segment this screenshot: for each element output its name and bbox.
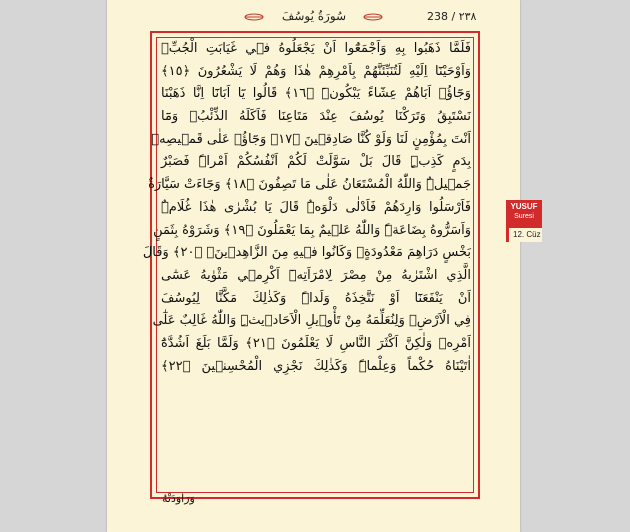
verse-line: اَمْرِه۪ وَلٰكِنَّ اَكْثَرَ النَّاسِ لَا يَعْلَمُونَ ﴿٢١﴾ وَلَمَّا بَلَغَ اَشُدَّهُٓ xyxy=(161,335,471,351)
verse-line: الَّذِي اشْتَرٰيهُ مِنْ مِصْرَ لِامْرَاَتِه۪ٓ اَكْرِم۪ي مَثْوٰيهُ عَسٰٓى xyxy=(161,267,471,283)
mushaf-page xyxy=(107,0,520,532)
catchword: وَرَاوَدَتْهُ xyxy=(162,492,195,505)
ornament-right-icon xyxy=(363,13,383,21)
verse-line: اَنْتَ بِمُؤْمِنٍ لَنَا وَلَوْ كُنَّا صَادِق۪ينَ ﴿١٧﴾ وَجَٓاؤُ۫ عَلٰى قَم۪يصِه۪ xyxy=(151,131,471,147)
verse-line: جَم۪يلٌۜ وَاللّٰهُ الْمُسْتَعَانُ عَلٰى مَا تَصِفُونَ ﴿١٨﴾ وَجَٓاءَتْ سَيَّارَةٌ xyxy=(148,177,471,193)
side-tab-label xyxy=(506,200,542,228)
verse-line: اَنْ يَنْفَعَنَٓا اَوْ نَتَّخِذَهُ وَلَداًۜ وَكَذٰلِكَ مَكَّنَّا لِيُوسُفَ xyxy=(161,290,471,306)
page-number: 238 / ٢٣٨ xyxy=(427,10,477,23)
verse-line: نَسْتَبِقُ وَتَرَكْنَا يُوسُفَ عِنْدَ مَتَاعِنَا فَاَكَلَهُ الذِّئْبُۚ وَمَٓا xyxy=(161,109,471,125)
side-tab-surah-name: YUSUF xyxy=(510,202,538,211)
verse-line: وَجَٓاؤُ۫ اَبَاهُمْ عِشَٓاءً يَبْكُونَۜ ﴿١٦﴾ قَالُوا يَٓا اَبَانَٓا اِنَّا ذَهَبْنَا xyxy=(161,86,471,102)
verse-line: وَاَسَرُّوهُ بِضَاعَةًۜ وَاللّٰهُ عَل۪يمٌ بِمَا يَعْمَلُونَ ﴿١٩﴾ وَشَرَوْهُ بِثَمَنٍ xyxy=(153,222,471,238)
side-tab-juz: 12. Cüz xyxy=(506,228,542,242)
side-tab-suresi: Suresi xyxy=(514,213,534,220)
verse-line: بَخْسٍ دَرَاهِمَ مَعْدُودَةٍۚ وَكَانُوا ف۪يهِ مِنَ الزَّاهِد۪ينَ۟ ﴿٢٠﴾ وَقَالَ xyxy=(142,245,471,261)
verse-text-block xyxy=(142,38,471,493)
page-header xyxy=(107,0,520,28)
verse-line: وَاَوْحَيْنَٓا اِلَيْهِ لَتُنَبِّئَنَّهُمْ بِاَمْرِهِمْ هٰذَا وَهُمْ لَا يَشْعُرُونَ ﴿١٥﴾ xyxy=(161,63,471,79)
ornament-left-icon xyxy=(244,13,264,21)
surah-title: سُورَةُ يُوسُفَ xyxy=(281,9,347,23)
verse-line: فَلَمَّا ذَهَبُوا بِهِ وَاَجْمَعُٓوا اَنْ يَجْعَلُوهُ ف۪ي غَيَابَتِ الْجُبِّۚ xyxy=(161,41,471,56)
verse-line: فَاَرْسَلُوا وَارِدَهُمْ فَاَدْلٰى دَلْوَهُۜ قَالَ يَا بُشْرٰى هٰذَا غُلَامٌۜ xyxy=(161,199,471,215)
verse-line: اٰتَيْنَاهُ حُكْماً وَعِلْماًۜ وَكَذٰلِكَ نَجْزِي الْمُحْسِن۪ينَ ﴿٢٢﴾ xyxy=(161,358,471,374)
verse-line: فِي الْاَرْضِۘ وَلِنُعَلِّمَهُ مِنْ تَأْو۪يلِ الْاَحَاد۪يثِۜ وَاللّٰهُ غَالِبٌ عَلٰٓى xyxy=(152,313,471,329)
verse-line: بِدَمٍ كَذِبٍۜ قَالَ بَلْ سَوَّلَتْ لَكُمْ اَنْفُسُكُمْ اَمْراًۜ فَصَبْرٌ xyxy=(161,154,471,170)
surah-side-tab[interactable] xyxy=(506,200,542,242)
